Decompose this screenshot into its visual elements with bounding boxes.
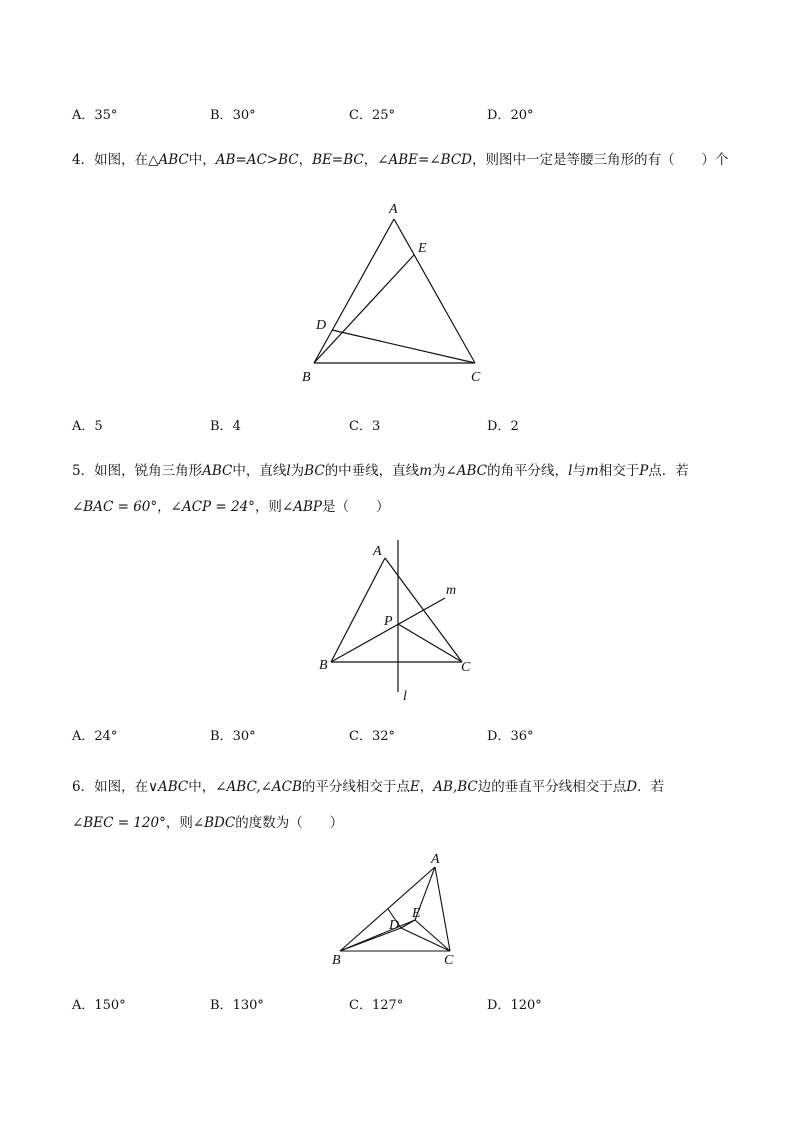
q5-label-p: P — [384, 614, 393, 629]
q3-option-b: B．30° — [210, 108, 256, 123]
q6-segment-de — [401, 920, 415, 928]
q6-option-a: A．150° — [72, 998, 126, 1013]
q6-segment-cd — [401, 928, 450, 951]
q5-option-b: B．30° — [210, 729, 256, 744]
q4-option-c: C．3 — [349, 419, 381, 434]
q5-label-b: B — [319, 658, 328, 673]
q3-option-a: A．35° — [72, 108, 118, 123]
q6-label-b: B — [332, 953, 341, 968]
q5-stem-line2: ∠BAC = 60°，∠ACP = 24°，则∠ABP是（ ） — [72, 499, 390, 515]
q5-label-a: A — [373, 544, 382, 559]
q4-option-b: B．4 — [210, 419, 241, 434]
q6-option-d: D．120° — [487, 998, 542, 1013]
q4-option-d: D．2 — [487, 419, 519, 434]
q3-option-c: C．25° — [349, 108, 395, 123]
q6-stem-line1: 6．如图，在∨ABC中，∠ABC,∠ACB的平分线相交于点E，AB,BC边的垂直平分线相交于点D．若 — [72, 779, 665, 795]
q5-stem-line1: 5．如图，锐角三角形ABC中，直线l为BC的中垂线，直线m为∠ABC的角平分线，l与m相交于P点．若 — [72, 463, 689, 479]
q4-option-a: A．5 — [72, 419, 103, 434]
q5-label-l: l — [403, 689, 407, 704]
q4-label-c: C — [471, 370, 481, 385]
q6-option-b: B．130° — [210, 998, 264, 1013]
q4-label-d: D — [316, 318, 327, 333]
q6-stem-line2: ∠BEC = 120°，则∠BDC的度数为（ ） — [72, 815, 344, 831]
q6-label-d: D — [389, 918, 400, 933]
q6-side-ab — [340, 867, 435, 951]
q4-label-a: A — [389, 202, 398, 217]
q6-label-a: A — [431, 852, 440, 867]
q5-label-c: C — [461, 660, 471, 675]
q3-option-d: D．20° — [487, 108, 534, 123]
q4-label-e: E — [418, 241, 427, 256]
q5-label-m: m — [446, 583, 457, 598]
q5-option-d: D．36° — [487, 729, 534, 744]
q6-option-c: C．127° — [349, 998, 404, 1013]
q4-stem: 4．如图，在△ABC中，AB=AC>BC，BE=BC，∠ABE=∠BCD，则图中一定是等腰三角形的有（ ）个 — [72, 152, 729, 168]
q6-side-ac — [435, 867, 450, 951]
q4-label-b: B — [302, 370, 311, 385]
q5-option-c: C．32° — [349, 729, 395, 744]
q6-label-e: E — [412, 906, 421, 921]
q5-option-a: A．24° — [72, 729, 118, 744]
q6-label-c: C — [444, 953, 454, 968]
